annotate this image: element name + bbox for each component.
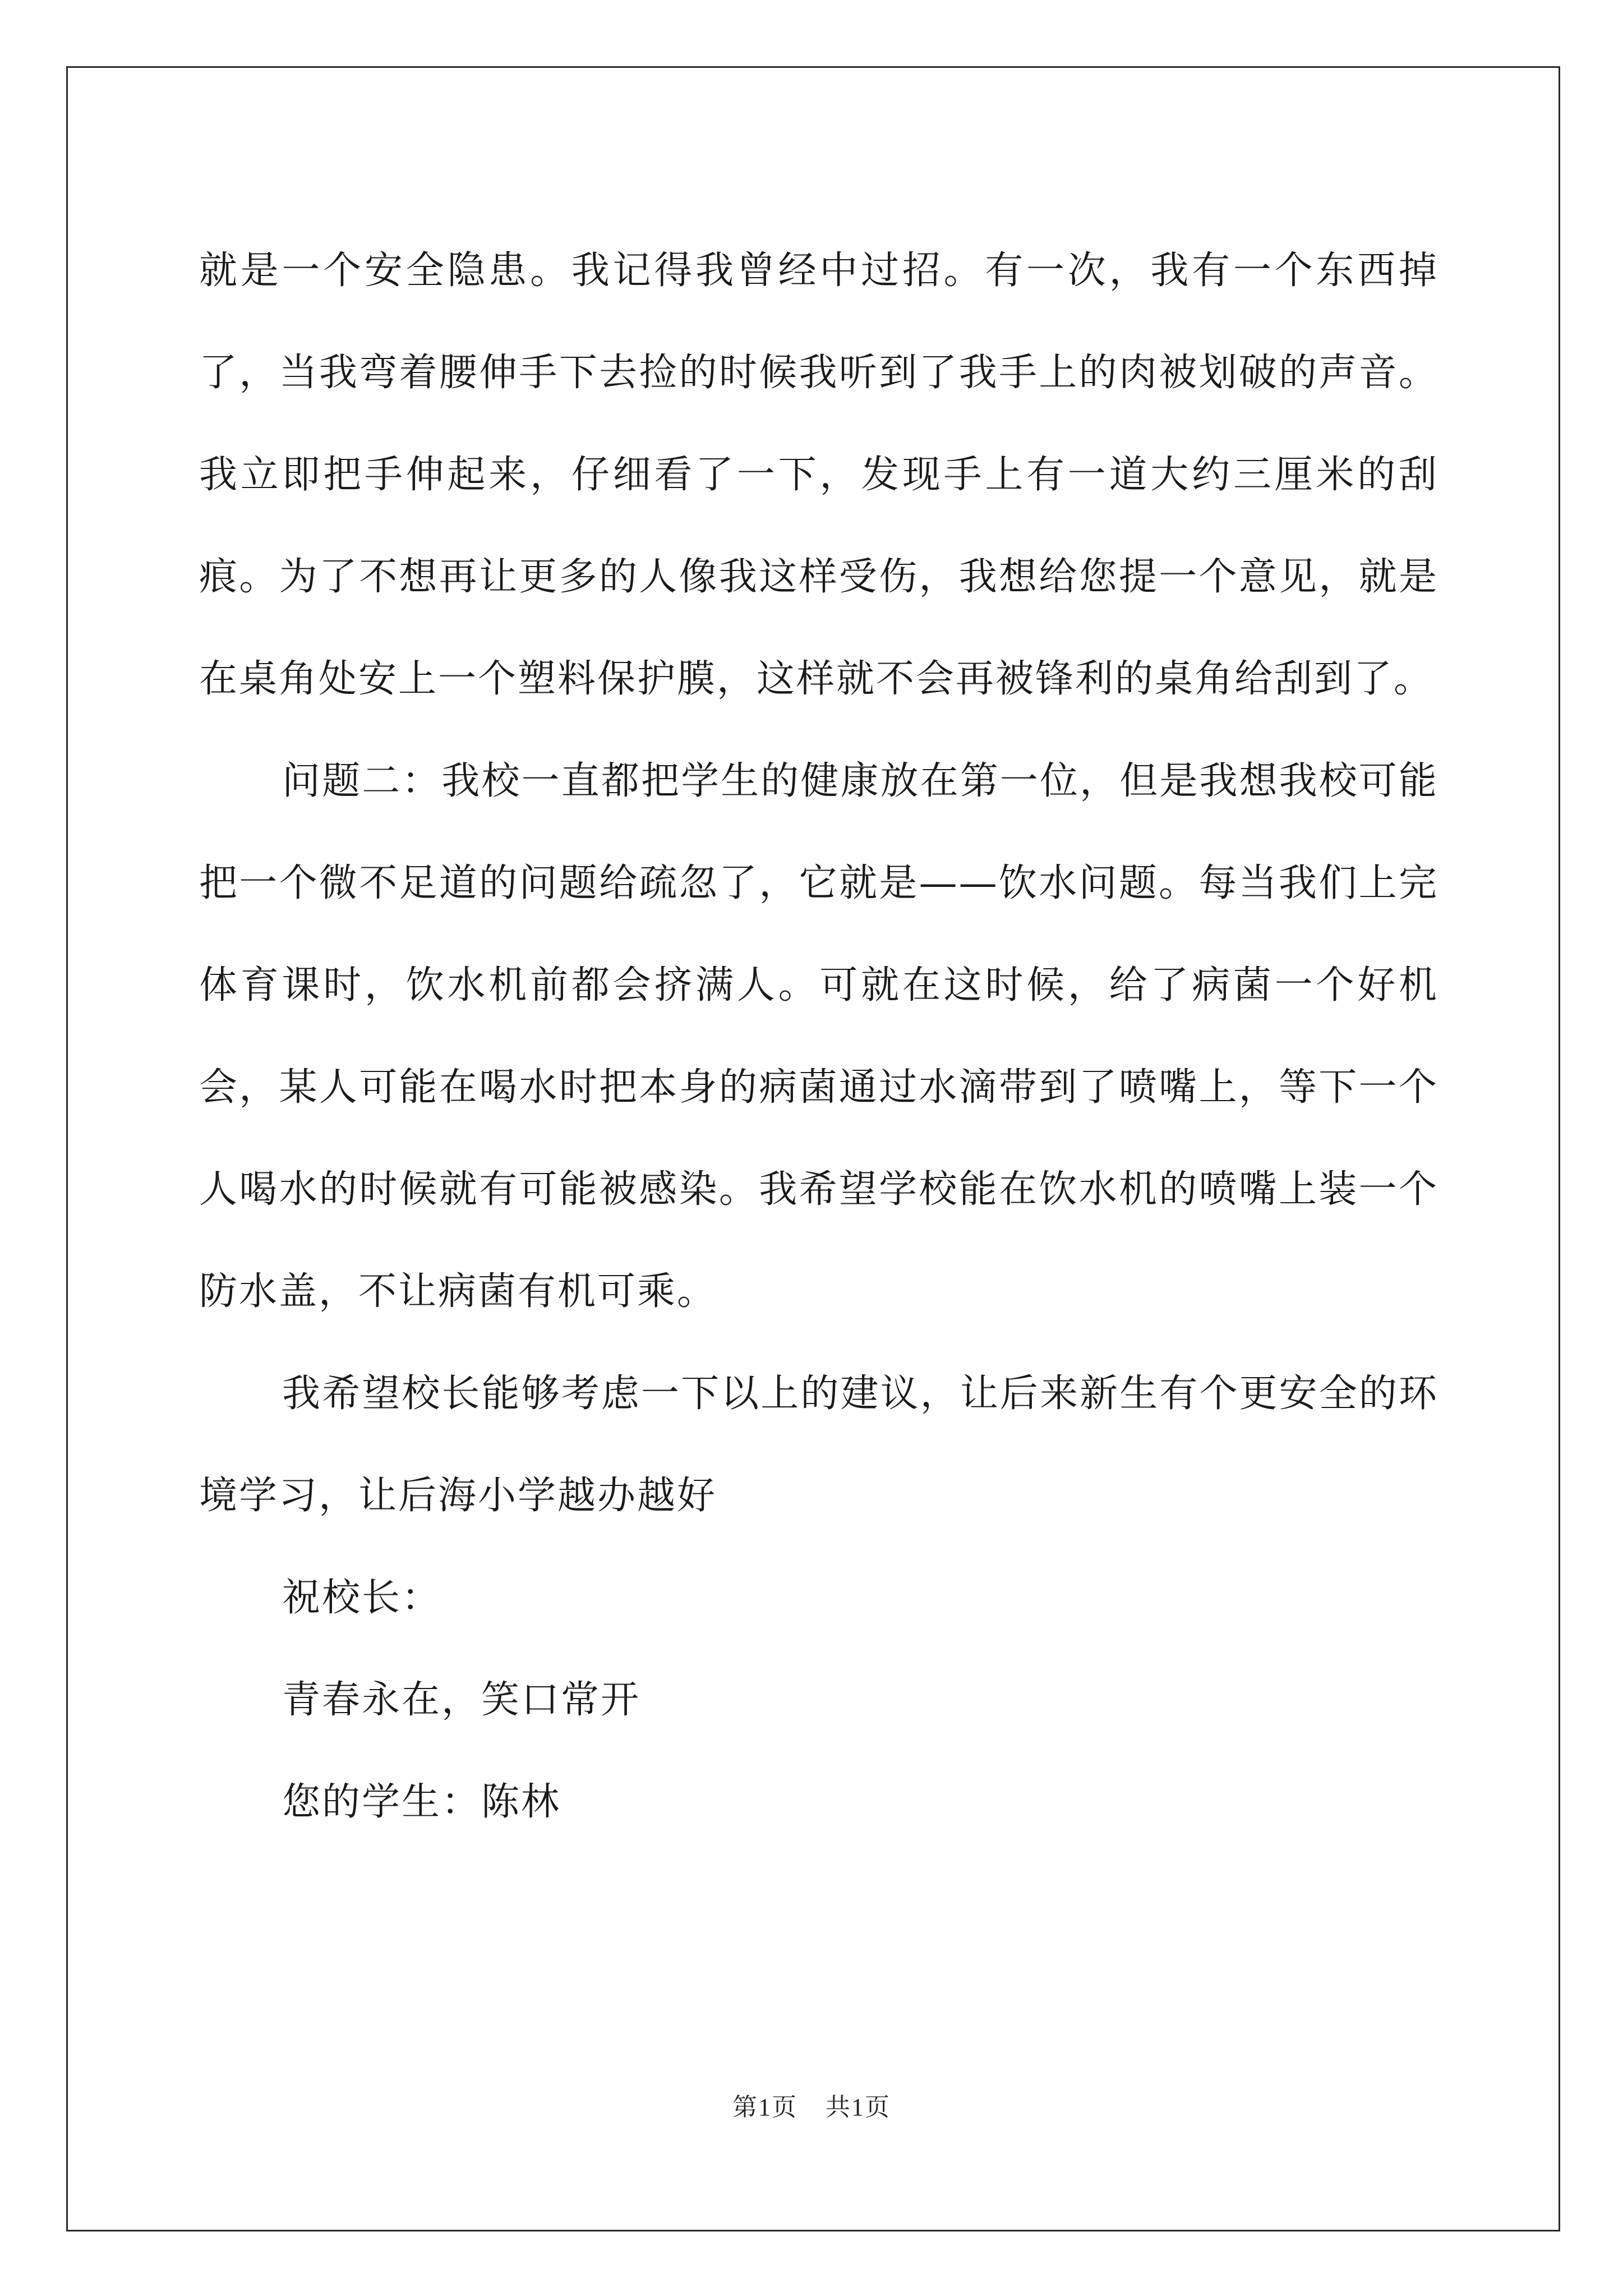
closing-greeting: 祝校长： <box>282 1576 442 1620</box>
letter-body <box>199 220 1438 1853</box>
paragraph-conclusion: 我希望校长能够考虑一下以上的建议，让后来新生有个更安全的环境学习，让后海小学越办越好 <box>199 1372 1438 1518</box>
paragraph-desk-corner: 就是一个安全隐患。我记得我曾经中过招。有一次，我有一个东西掉了，当我弯着腰伸手下去捡的时候我听到了我手上的肉被划破的声音。我立即把手伸起来，仔细看了一下，发现手上有一道大约三厘米的刮痕。为了不想再让更多的人像我这样受伤，我想给您提一个意见，就是在桌角处安上一个塑料保护膜，这样就不会再被锋利的桌角给刮到了。 <box>199 249 1438 701</box>
page-footer <box>0 2087 1623 2123</box>
paragraph-water-dispenser: 问题二：我校一直都把学生的健康放在第一位，但是我想我校可能把一个微不足道的问题给疏忽了，它就是——饮水问题。每当我们上完体育课时，饮水机前都会挤满人。可就在这时候，给了病菌一个好机会，某人可能在喝水时把本身的病菌通过水滴带到了喷嘴上，等下一个人喝水的时候就有可能被感染。我希望学校能在饮水机的喷嘴上装一个防水盖，不让病菌有机可乘。 <box>199 759 1438 1314</box>
page-number-current: 第1页 <box>732 2093 797 2121</box>
page-number-total: 共1页 <box>826 2093 891 2121</box>
closing-wish: 青春永在，笑口常开 <box>282 1678 641 1722</box>
signature: 您的学生：陈林 <box>282 1780 561 1824</box>
